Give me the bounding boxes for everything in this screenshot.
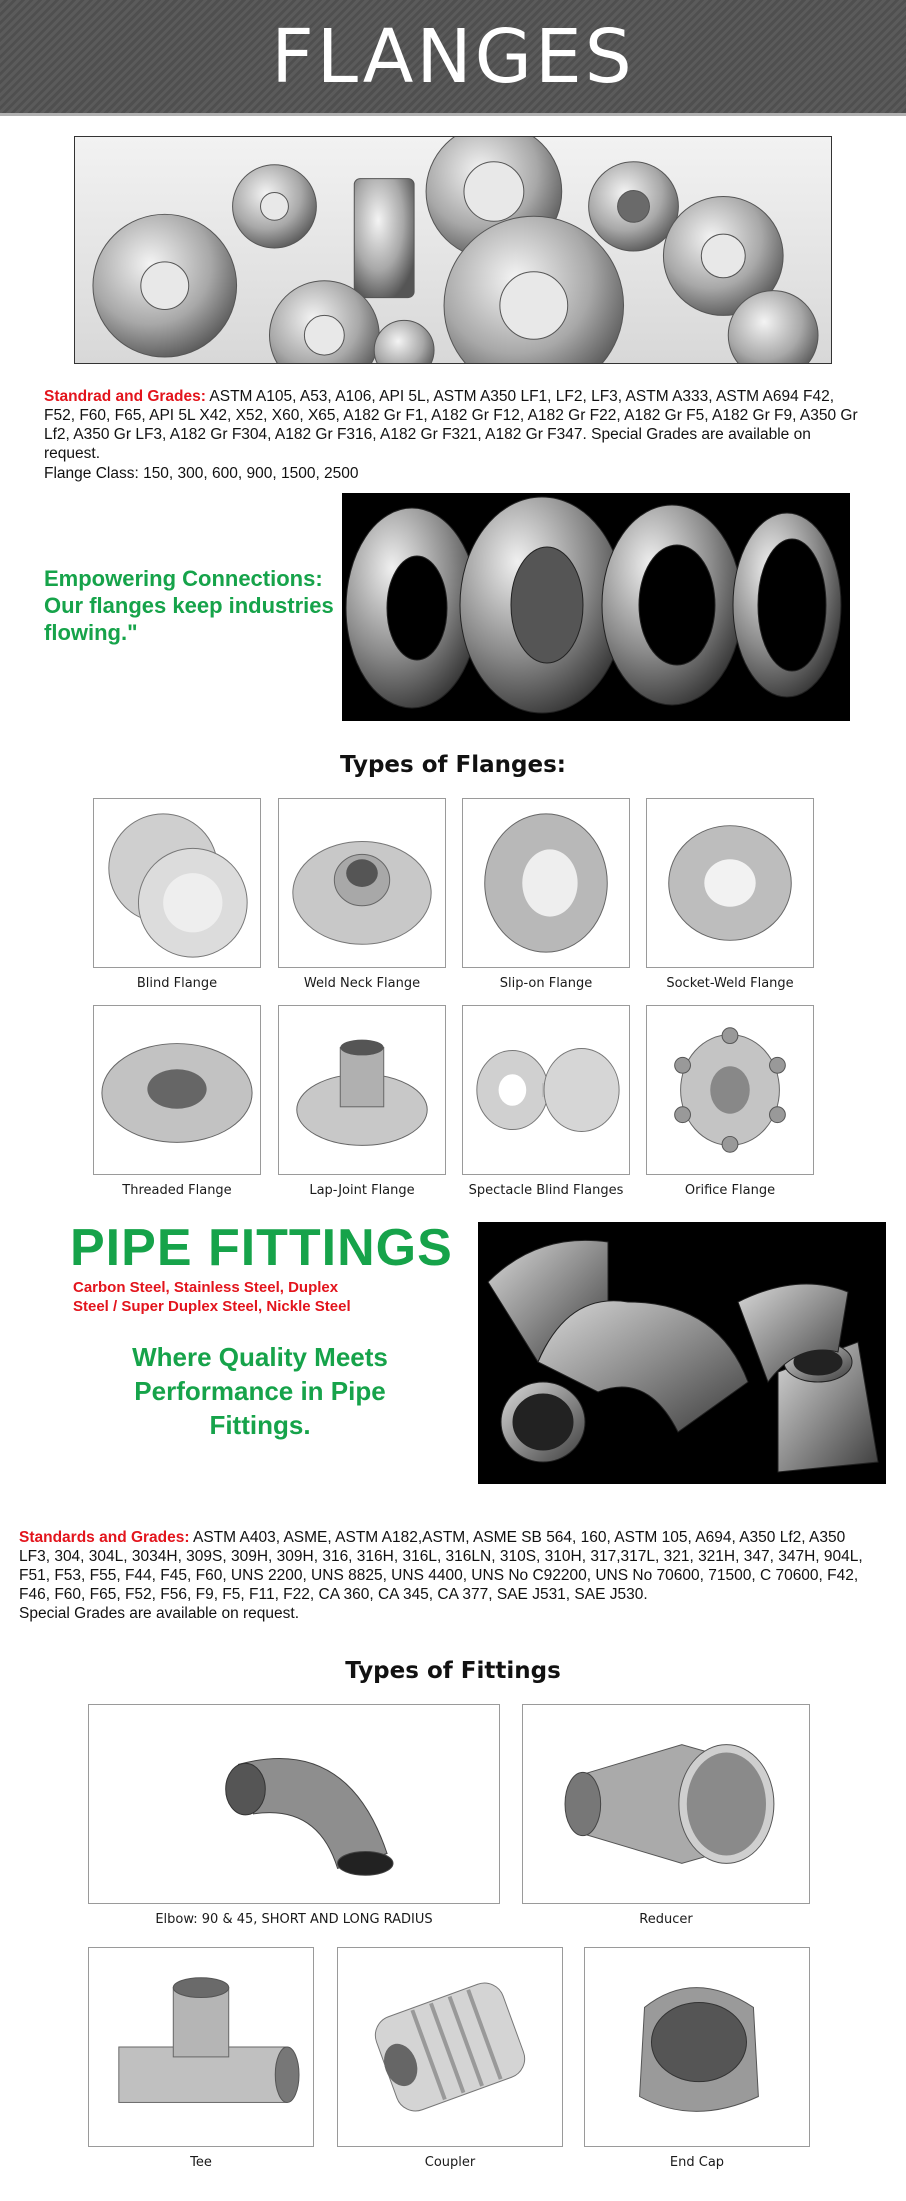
- threaded-flange-image: [93, 1005, 261, 1175]
- fitting-type-label: End Cap: [669, 2155, 725, 2170]
- flanges-dark-image: [342, 493, 850, 721]
- fitting-types-title: Types of Fittings: [345, 1658, 561, 1684]
- tee-image: [88, 1947, 314, 2147]
- flange-type-label: Blind Flange: [136, 976, 218, 991]
- page-header: [0, 0, 906, 116]
- flange-grades-text: [44, 387, 864, 463]
- page-title: FLANGES: [271, 13, 635, 100]
- fittings-materials: Carbon Steel, Stainless Steel, Duplex Steel / Super Duplex Steel, Nickle Steel: [73, 1279, 351, 1315]
- flange-class-text: Flange Class: 150, 300, 600, 900, 1500, 2500: [44, 465, 359, 482]
- pipe-fittings-image: [478, 1222, 886, 1484]
- flange-type-label: Weld Neck Flange: [303, 976, 421, 991]
- spectacle-blind-flange-image: [462, 1005, 630, 1175]
- lap-joint-flange-image: [278, 1005, 446, 1175]
- fittings-grades-text: [19, 1528, 879, 1623]
- blind-flange-image: [93, 798, 261, 968]
- flange-type-label: Slip-on Flange: [499, 976, 593, 991]
- flange-type-label: Spectacle Blind Flanges: [468, 1183, 624, 1198]
- fitting-type-label: Elbow: 90 & 45, SHORT AND LONG RADIUS: [155, 1912, 433, 1927]
- coupler-image: [337, 1947, 563, 2147]
- fittings-special-text: Special Grades are available on request.: [19, 1605, 300, 1622]
- orifice-flange-image: [646, 1005, 814, 1175]
- flange-tagline: Empowering Connections: Our flanges keep industries flowing.": [44, 566, 334, 645]
- fitting-type-label: Coupler: [424, 2155, 476, 2170]
- flange-type-label: Orifice Flange: [684, 1183, 776, 1198]
- reducer-image: [522, 1704, 810, 1904]
- flange-type-label: Threaded Flange: [122, 1183, 232, 1198]
- elbow-image: [88, 1704, 500, 1904]
- fittings-slogan: Where Quality Meets Performance in Pipe Fittings.: [132, 1342, 388, 1440]
- flange-grades-list: ASTM A105, A53, A106, API 5L, ASTM A350 LF1, LF2, LF3, ASTM A333, ASTM A694 F42, F52, F60, F65, API 5L X42, X52, X60, X65, A182 Gr F1, A182 Gr F12, A182 Gr F22, A182 Gr F5, A182 Gr F9, A350 Gr Lf2, A350 Gr LF3, A182 Gr F304, A182 Gr F316, A182 Gr F321, A182 Gr F347. Special Grades are available on request.: [44, 388, 858, 462]
- flange-type-label: Lap-Joint Flange: [309, 1183, 415, 1198]
- fitting-type-label: Tee: [190, 2155, 212, 2170]
- fitting-type-label: Reducer: [639, 1912, 693, 1927]
- fittings-grades-label: Standards and Grades:: [19, 1529, 190, 1546]
- slip-on-flange-image: [462, 798, 630, 968]
- pipe-fittings-title: PIPE FITTINGS: [70, 1219, 453, 1277]
- end-cap-image: [584, 1947, 810, 2147]
- flange-types-title: Types of Flanges:: [340, 752, 566, 778]
- fittings-grades-list: ASTM A403, ASME, ASTM A182,ASTM, ASME SB 564, 160, ASTM 105, A694, A350 Lf2, A350 LF3, 304, 304L, 3034H, 309S, 309H, 309H, 316, 316H, 316L, 316LN, 310S, 310H, 317,317L, 321, 321H, 347, 347H, 904L, F51, F53, F55, F44, F45, F60, UNS 2200, UNS 8825, UNS 4400, UNS No C92200, UNS No 70600, 71500, C 70600, F42, F46, F60, F65, F52, F56, F9, F5, F11, F22, CA 360, CA 345, CA 377, SAE J531, SAE J530.: [19, 1529, 863, 1603]
- weld-neck-flange-image: [278, 798, 446, 968]
- flanges-hero-image: [74, 136, 832, 364]
- flange-type-label: Socket-Weld Flange: [666, 976, 794, 991]
- flange-grades-label: Standrad and Grades:: [44, 388, 206, 405]
- socket-weld-flange-image: [646, 798, 814, 968]
